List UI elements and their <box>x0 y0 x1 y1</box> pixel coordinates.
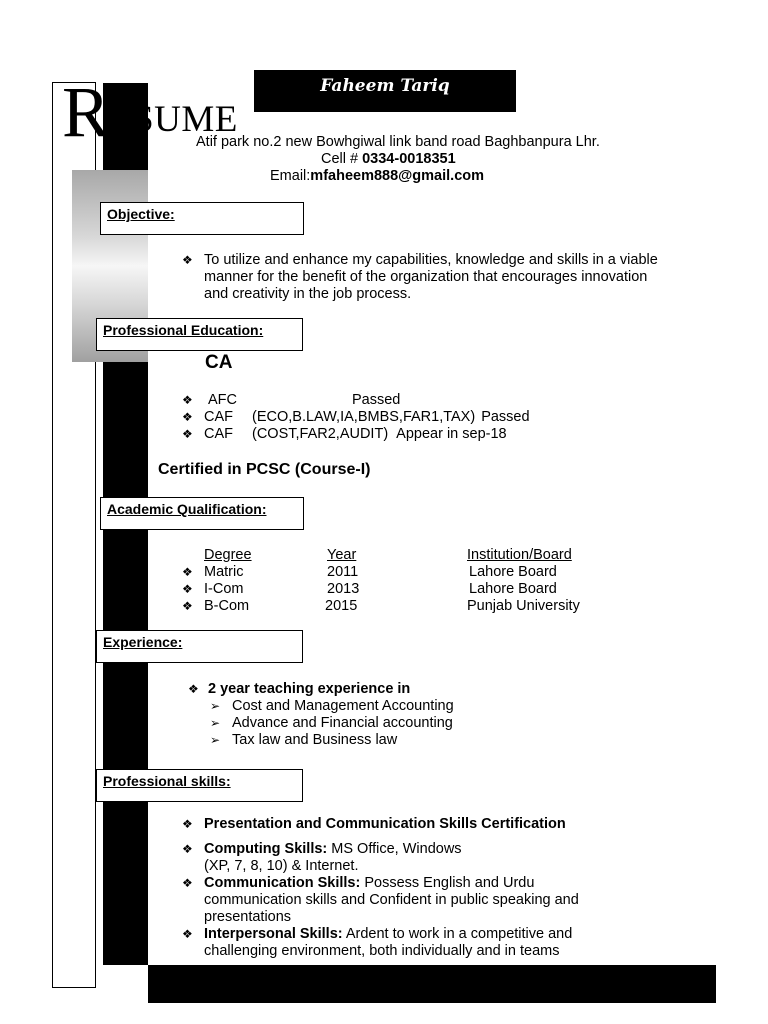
education-item-detail: (COST,FAR2,AUDIT) <box>252 426 389 442</box>
board-cell: Lahore Board <box>469 581 557 597</box>
education-item-name: AFC <box>208 392 237 408</box>
diamond-bullet-icon: ❖ <box>188 682 199 696</box>
skill-item <box>182 841 622 858</box>
year-cell: 2013 <box>327 581 360 597</box>
diamond-bullet-icon: ❖ <box>182 393 193 407</box>
skill-item <box>182 816 622 833</box>
experience-main: 2 year teaching experience in <box>208 681 411 697</box>
degree-cell: I-Com <box>204 581 244 597</box>
table-row <box>182 598 580 615</box>
education-item-name: CAF <box>204 426 233 442</box>
degree-cell: Matric <box>204 564 244 580</box>
education-title: CA <box>205 352 233 373</box>
email-label: Email: <box>270 168 311 184</box>
education-item-name: CAF <box>204 409 233 425</box>
academic-table <box>182 547 580 615</box>
column-header-degree: Degree <box>204 547 252 563</box>
board-cell: Lahore Board <box>469 564 557 580</box>
experience-subitem-text: Cost and Management Accounting <box>232 698 454 714</box>
experience-heading-text: Experience: <box>103 634 183 650</box>
objective-line: To utilize and enhance my capabilities, knowledge and skills in a viable <box>204 252 658 268</box>
objective-heading-text: Objective: <box>107 206 175 222</box>
arrow-bullet-icon: ➢ <box>210 699 221 713</box>
education-list <box>182 392 530 443</box>
certification-line: Certified in PCSC (Course-I) <box>158 461 371 478</box>
education-item <box>182 392 530 409</box>
skill-text: presentations <box>204 909 292 925</box>
table-row <box>182 564 580 581</box>
diamond-bullet-icon: ❖ <box>182 253 193 267</box>
cell-label: Cell # <box>321 151 363 167</box>
objective-line: and creativity in the job process. <box>204 286 412 302</box>
academic-heading-text: Academic Qualification: <box>107 501 267 517</box>
skill-label: Computing Skills: <box>204 841 328 857</box>
education-item-detail <box>256 392 352 409</box>
resume-logo-rest: ESUME <box>110 99 238 140</box>
skills-heading-text: Professional skills: <box>103 773 231 789</box>
education-item-status: Passed <box>481 409 530 425</box>
email-line <box>270 168 484 185</box>
experience-subitem <box>188 698 454 715</box>
experience-subitem <box>188 715 454 732</box>
education-item <box>182 409 530 426</box>
skill-text: Ardent to work in a competitive and <box>342 926 573 942</box>
skill-text: MS Office, Windows <box>327 841 462 857</box>
skills-section <box>182 816 622 960</box>
objective-heading <box>100 202 304 235</box>
diamond-bullet-icon: ❖ <box>182 410 193 424</box>
name-banner: Faheem Tariq <box>254 70 516 112</box>
arrow-bullet-icon: ➢ <box>210 733 221 747</box>
board-cell: Punjab University <box>467 598 580 614</box>
skills-heading <box>96 769 303 802</box>
diamond-bullet-icon: ❖ <box>182 599 193 613</box>
education-item-status: Passed <box>352 392 401 408</box>
objective-line: manner for the benefit of the organization that encourages innovation <box>204 269 648 285</box>
skill-item <box>182 875 622 892</box>
column-header-year: Year <box>327 547 357 563</box>
column-header-board: Institution/Board <box>467 547 572 563</box>
bottom-black-bar <box>148 965 716 1003</box>
diamond-bullet-icon: ❖ <box>182 817 193 831</box>
skill-text: communication skills and Confident in public speaking and <box>204 892 579 908</box>
diamond-bullet-icon: ❖ <box>182 582 193 596</box>
objective-section <box>182 252 702 303</box>
experience-heading <box>96 630 303 663</box>
experience-section <box>188 681 454 749</box>
diamond-bullet-icon: ❖ <box>182 427 193 441</box>
skill-item <box>182 926 622 943</box>
education-item <box>182 426 530 443</box>
skill-text: Possess English and Urdu <box>360 875 535 891</box>
skill-certification: Presentation and Communication Skills Certification <box>204 816 566 832</box>
table-row <box>182 581 580 598</box>
experience-subitem-text: Advance and Financial accounting <box>232 715 453 731</box>
skill-text: (XP, 7, 8, 10) & Internet. <box>204 858 359 874</box>
diamond-bullet-icon: ❖ <box>182 876 193 890</box>
education-item-status: Appear in sep-18 <box>396 426 507 442</box>
experience-item <box>188 681 454 698</box>
academic-header-row <box>182 547 580 564</box>
address: Atif park no.2 new Bowhgiwal link band road Baghbanpura Lhr. <box>196 134 600 150</box>
resume-logo-initial: R <box>62 72 111 152</box>
diamond-bullet-icon: ❖ <box>182 842 193 856</box>
academic-heading <box>100 497 304 530</box>
cell-line <box>321 151 456 168</box>
year-cell: 2015 <box>325 598 358 614</box>
cell-number: 0334-0018351 <box>362 151 456 167</box>
education-heading-text: Professional Education: <box>103 322 264 338</box>
diamond-bullet-icon: ❖ <box>182 565 193 579</box>
experience-subitem-text: Tax law and Business law <box>232 732 398 748</box>
degree-cell: B-Com <box>204 598 250 614</box>
arrow-bullet-icon: ➢ <box>210 716 221 730</box>
experience-subitem <box>188 732 454 749</box>
education-item-detail: (ECO,B.LAW,IA,BMBS,FAR1,TAX) <box>252 409 476 425</box>
education-heading <box>96 318 303 351</box>
skill-label: Interpersonal Skills: <box>204 926 343 942</box>
email-address: mfaheem888@gmail.com <box>310 168 485 184</box>
diamond-bullet-icon: ❖ <box>182 927 193 941</box>
year-cell: 2011 <box>327 564 359 580</box>
skill-text: challenging environment, both individually and in teams <box>204 943 560 959</box>
skill-label: Communication Skills: <box>204 875 361 891</box>
